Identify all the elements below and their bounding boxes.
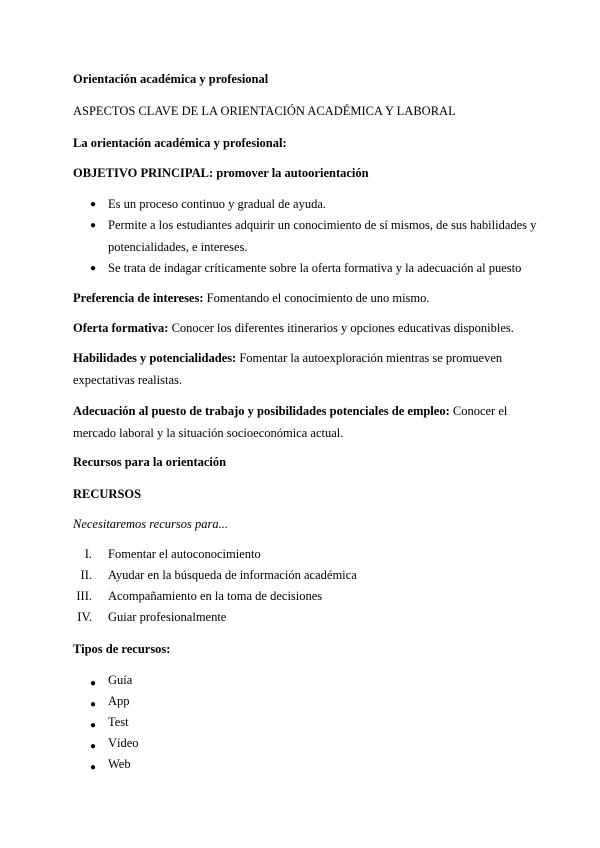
paragraph-habilidades (73, 347, 533, 391)
bullet-marker: ● (90, 678, 97, 689)
bullet-marker: ● (90, 762, 97, 773)
objective-heading: OBJETIVO PRINCIPAL: promover la autoorientación (73, 166, 369, 180)
bullet-marker: ● (90, 199, 97, 210)
numbered-item: Ayudar en la búsqueda de información académica (108, 568, 357, 582)
paragraph-text: Fomentando el conocimiento de uno mismo. (203, 291, 430, 305)
numbered-item: Guiar profesionalmente (108, 610, 227, 624)
document-title: Orientación académica y profesional (73, 72, 269, 86)
section-heading-aspectos: ASPECTOS CLAVE DE LA ORIENTACIÓN ACADÉMICA Y LABORAL (73, 104, 456, 118)
paragraph-text: Fomentar la autoexploración mientras se promueven expectativas realistas. (73, 351, 503, 387)
list-item: Vídeo (108, 736, 139, 750)
bullet-marker: ● (90, 720, 97, 731)
list-item: Permite a los estudiantes adquirir un conocimiento de sí mismos, de sus habilidades y potencialidades, e intereses. (108, 218, 537, 254)
bullet-marker: ● (90, 263, 97, 274)
subheading-orientacion: La orientación académica y profesional: (73, 136, 287, 150)
roman-numeral: I. (84, 547, 92, 561)
roman-numeral: III. (76, 589, 92, 603)
bullet-marker: ● (90, 699, 97, 710)
types-heading: Tipos de recursos: (73, 642, 171, 656)
roman-numeral: IV. (77, 610, 92, 624)
roman-numeral: II. (80, 568, 92, 582)
list-item: Web (108, 757, 131, 771)
paragraph-text: Conocer los diferentes itinerarios y opciones educativas disponibles. (168, 321, 514, 335)
list-item: Test (108, 715, 129, 729)
bullet-marker: ● (90, 741, 97, 752)
paragraph-preferencia (73, 287, 533, 309)
paragraph-text: Conocer el mercado laboral y la situación socioeconómica actual. (73, 404, 508, 440)
resources-heading: RECURSOS (73, 487, 142, 501)
paragraph-label: Oferta formativa: (73, 321, 169, 335)
resources-title: Recursos para la orientación (73, 455, 227, 469)
bullet-marker: ● (90, 220, 97, 231)
paragraph-label: Adecuación al puesto de trabajo y posibilidades potenciales de empleo: (73, 404, 450, 418)
list-item: Se trata de indagar críticamente sobre la oferta formativa y la adecuación al puesto (108, 261, 522, 275)
list-item: Es un proceso continuo y gradual de ayuda. (108, 197, 326, 211)
list-item: Guía (108, 673, 133, 687)
numbered-item: Acompañamiento en la toma de decisiones (108, 589, 323, 603)
list-item: App (108, 694, 130, 708)
paragraph-oferta (73, 317, 533, 339)
paragraph-label: Habilidades y potencialidades: (73, 351, 237, 365)
paragraph-label: Preferencia de intereses: (73, 291, 204, 305)
numbered-item: Fomentar el autoconocimiento (108, 547, 261, 561)
paragraph-adecuacion (73, 400, 533, 444)
resources-intro: Necesitaremos recursos para... (73, 517, 228, 531)
